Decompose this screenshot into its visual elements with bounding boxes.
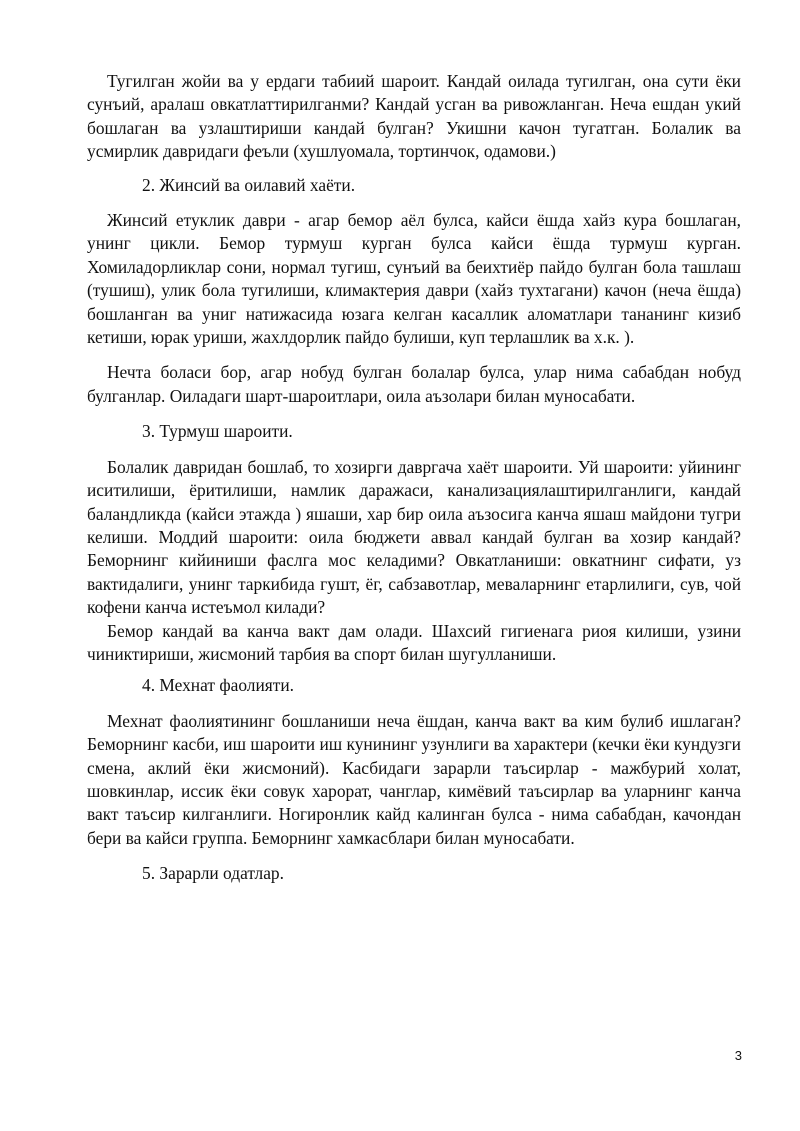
paragraph-living-conditions: Болалик давридан бошлаб, то хозирги давргача хаёт шароити. Уй шароити: уйининг иситилиши, ёритилиши, намлик даражаси, канализациялаштирилганлиги, кандай баландликда (кайси этажда ) яшаши, хар бир оила аъзосига канча яшаш майдони тугри келиши. Моддий шароити: оила бюджети аввал кандай булган ва хозир кандай? Беморнинг кийиниши фаслга мос келадими? Овкатланиши: овкатнинг сифати, уз вактидалиги, унинг таркибида гушт, ёг, сабзавотлар, меваларнинг етарлилиги, сув, чой кофени канча истеъмол килади? <box>87 456 741 618</box>
paragraph-work-activity: Мехнат фаолиятининг бошланиши неча ёшдан, канча вакт ва ким булиб ишлаган? Беморнинг касби, иш шароити иш кунининг узунлиги ва характери (кечки ёки кундузги смена, аклий ёки жисмоний). Касбидаги зарарли таъсирлар - мажбурий холат, шовкинлар, иссик ёки совук харорат, чанглар, кимёвий таъсирлар ва уларнинг канча вакт таъсир килганлиги. Ногиронлик кайд калинган булса - нима сабабдан, качондан бери ва кайси группа. Беморнинг хамкасблари билан муносабати. <box>87 710 741 848</box>
spacer <box>87 698 741 710</box>
section-heading-work-activity: 4. Мехнат фаолияти. <box>142 675 295 696</box>
page-number: 3 <box>734 1048 742 1063</box>
section-heading-bad-habits: 5. Зарарли одатлар. <box>142 863 284 884</box>
section-heading-living-conditions: 3. Турмуш шароити. <box>142 421 293 442</box>
paragraph-sexual-maturity: Жинсий етуклик даври - агар бемор аёл булса, кайси ёшда хайз кура бошлаган, унинг цикли. Бемор турмуш курган булса кайси ёшда турмуш курган. Хомиладорликлар сони, нормал тугиш, сунъий ва беихтиёр пайдо булган бола ташлаш (тушиш), улик бола тугилиши, климактерия даври (хайз тухтагани) качон (неча ёшда) бошланган ва униг натижасида юзага келган касаллик аломатлари тананинг кизиб кетиши, юрак уриши, жахлдорлик пайдо булиши, куп терлашлик ва х.к. ). <box>87 210 741 348</box>
paragraph-rest-and-hygiene: Бемор кандай ва канча вакт дам олади. Шахсий гигиенага риоя килиши, узини чиниктириши, жисмоний тарбия ва спорт билан шугулланиши. <box>87 620 741 664</box>
paragraph-birth-and-childhood: Тугилган жойи ва у ердаги табиий шароит. Кандай оилада тугилган, она сути ёки сунъий, аралаш овкатлаттирилганми? Кандай усган ва ривожланган. Неча ешдан укий бошлаган ва узлаштириши кандай булган? Укишни качон тугатган. Болалик ва усмирлик давридаги феъли (хушлуомала, тортинчок, одамови.) <box>87 71 741 162</box>
paragraph-children: Нечта боласи бор, агар нобуд булган болалар булса, улар нима сабабдан нобуд булганлар. Оиладаги шарт-шароитлари, оила аъзолари билан муносабати. <box>87 362 741 406</box>
spacer <box>87 408 741 420</box>
spacer <box>87 850 741 862</box>
spacer <box>87 164 741 174</box>
document-page <box>87 70 741 886</box>
spacer <box>87 666 741 674</box>
spacer <box>87 197 741 209</box>
spacer <box>87 349 741 361</box>
section-heading-sexual-family-life: 2. Жинсий ва оилавий хаёти. <box>142 174 356 195</box>
spacer <box>87 444 741 456</box>
